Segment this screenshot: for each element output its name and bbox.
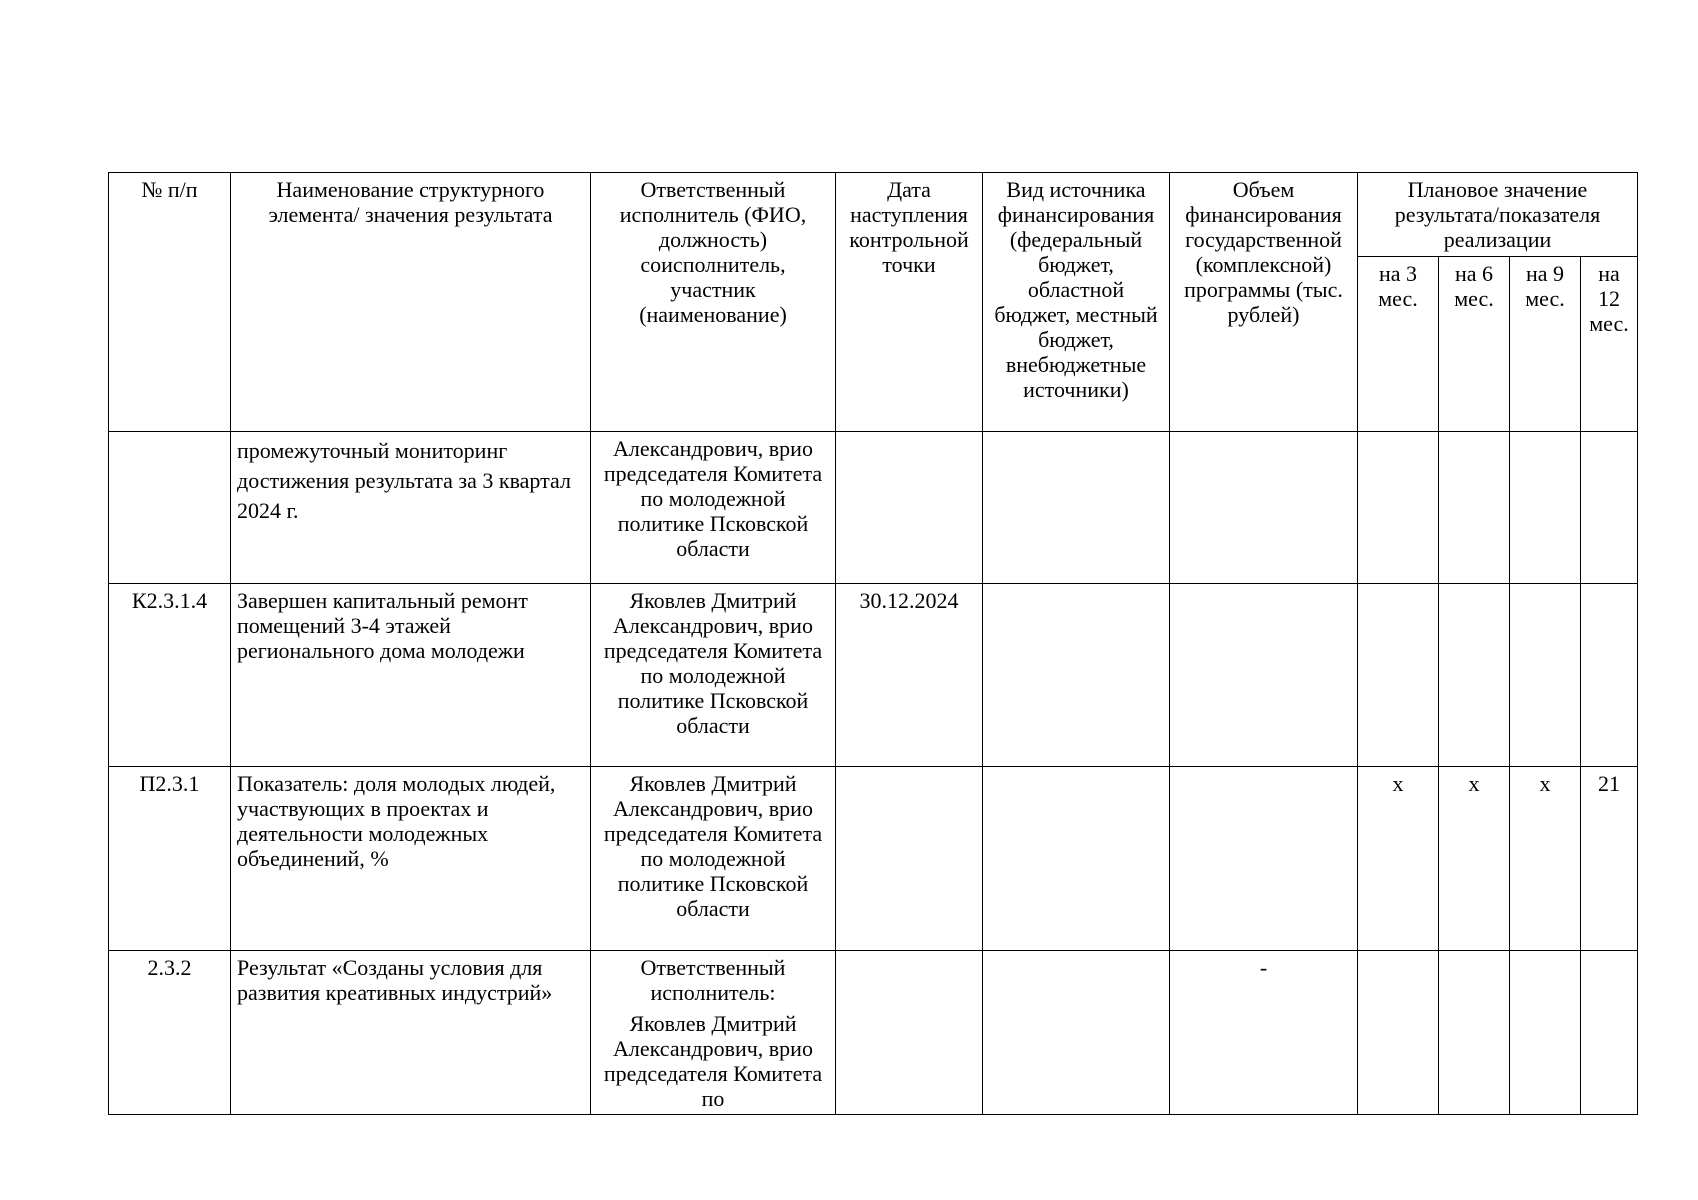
row-executor: Александрович, врио председателя Комитета по молодежной политике Псковской области (591, 432, 836, 584)
row-executor-label: Ответственный исполнитель: (640, 955, 786, 1005)
row-m6 (1439, 432, 1510, 584)
row-volume (1170, 767, 1358, 951)
header-date: Дата наступления контрольной точки (836, 173, 983, 432)
row-date: 30.12.2024 (836, 584, 983, 767)
row-name: промежуточный мониторинг достижения результата за 3 квартал 2024 г. (231, 432, 591, 584)
row-volume (1170, 432, 1358, 584)
row-m3: х (1358, 767, 1439, 951)
row-date (836, 767, 983, 951)
header-volume: Объем финансирования государственной (комплексной) программы (тыс. рублей) (1170, 173, 1358, 432)
row-name: Завершен капитальный ремонт помещений 3-4 этажей регионального дома молодежи (231, 584, 591, 767)
row-num: 2.3.2 (109, 951, 231, 1115)
row-volume (1170, 584, 1358, 767)
row-executor (591, 951, 836, 1115)
row-m9 (1510, 432, 1581, 584)
row-m6: х (1439, 767, 1510, 951)
header-m6: на 6 мес. (1439, 257, 1510, 432)
header-plan: Плановое значение результата/показателя реализации (1358, 173, 1638, 257)
row-volume: - (1170, 951, 1358, 1115)
header-source: Вид источника финансирования (федеральный бюджет, областной бюджет, местный бюджет, внебюджетные источники) (983, 173, 1170, 432)
row-name: Показатель: доля молодых людей, участвующих в проектах и деятельности молодежных объединений, % (231, 767, 591, 951)
row-name: Результат «Созданы условия для развития креативных индустрий» (231, 951, 591, 1115)
table-row (109, 584, 1638, 767)
row-source (983, 767, 1170, 951)
row-m9 (1510, 584, 1581, 767)
table-row (109, 767, 1638, 951)
row-m3 (1358, 432, 1439, 584)
implementation-plan-table (108, 172, 1638, 1115)
header-m3: на 3 мес. (1358, 257, 1439, 432)
header-m9: на 9 мес. (1510, 257, 1581, 432)
row-num: К2.3.1.4 (109, 584, 231, 767)
row-m12 (1581, 584, 1638, 767)
row-m3 (1358, 584, 1439, 767)
table-row (109, 432, 1638, 584)
header-name: Наименование структурного элемента/ значения результата (231, 173, 591, 432)
header-executor: Ответственный исполнитель (ФИО, должность) соисполнитель, участник (наименование) (591, 173, 836, 432)
header-m12: на 12 мес. (1581, 257, 1638, 432)
row-m6 (1439, 951, 1510, 1115)
row-source (983, 432, 1170, 584)
row-source (983, 584, 1170, 767)
row-m9 (1510, 951, 1581, 1115)
row-m6 (1439, 584, 1510, 767)
header-num: № п/п (109, 173, 231, 432)
table-row (109, 951, 1638, 1115)
row-m3 (1358, 951, 1439, 1115)
row-executor: Яковлев Дмитрий Александрович, врио председателя Комитета по молодежной политике Псковской области (591, 584, 836, 767)
row-date (836, 951, 983, 1115)
row-m12: 21 (1581, 767, 1638, 951)
row-m9: х (1510, 767, 1581, 951)
row-m12 (1581, 432, 1638, 584)
table-header-row (109, 173, 1638, 257)
row-executor: Яковлев Дмитрий Александрович, врио председателя Комитета по молодежной политике Псковской области (591, 767, 836, 951)
row-executor-name: Яковлев Дмитрий Александрович, врио председателя Комитета по (603, 1011, 823, 1111)
row-date (836, 432, 983, 584)
row-m12 (1581, 951, 1638, 1115)
row-num: П2.3.1 (109, 767, 231, 951)
row-num (109, 432, 231, 584)
row-source (983, 951, 1170, 1115)
